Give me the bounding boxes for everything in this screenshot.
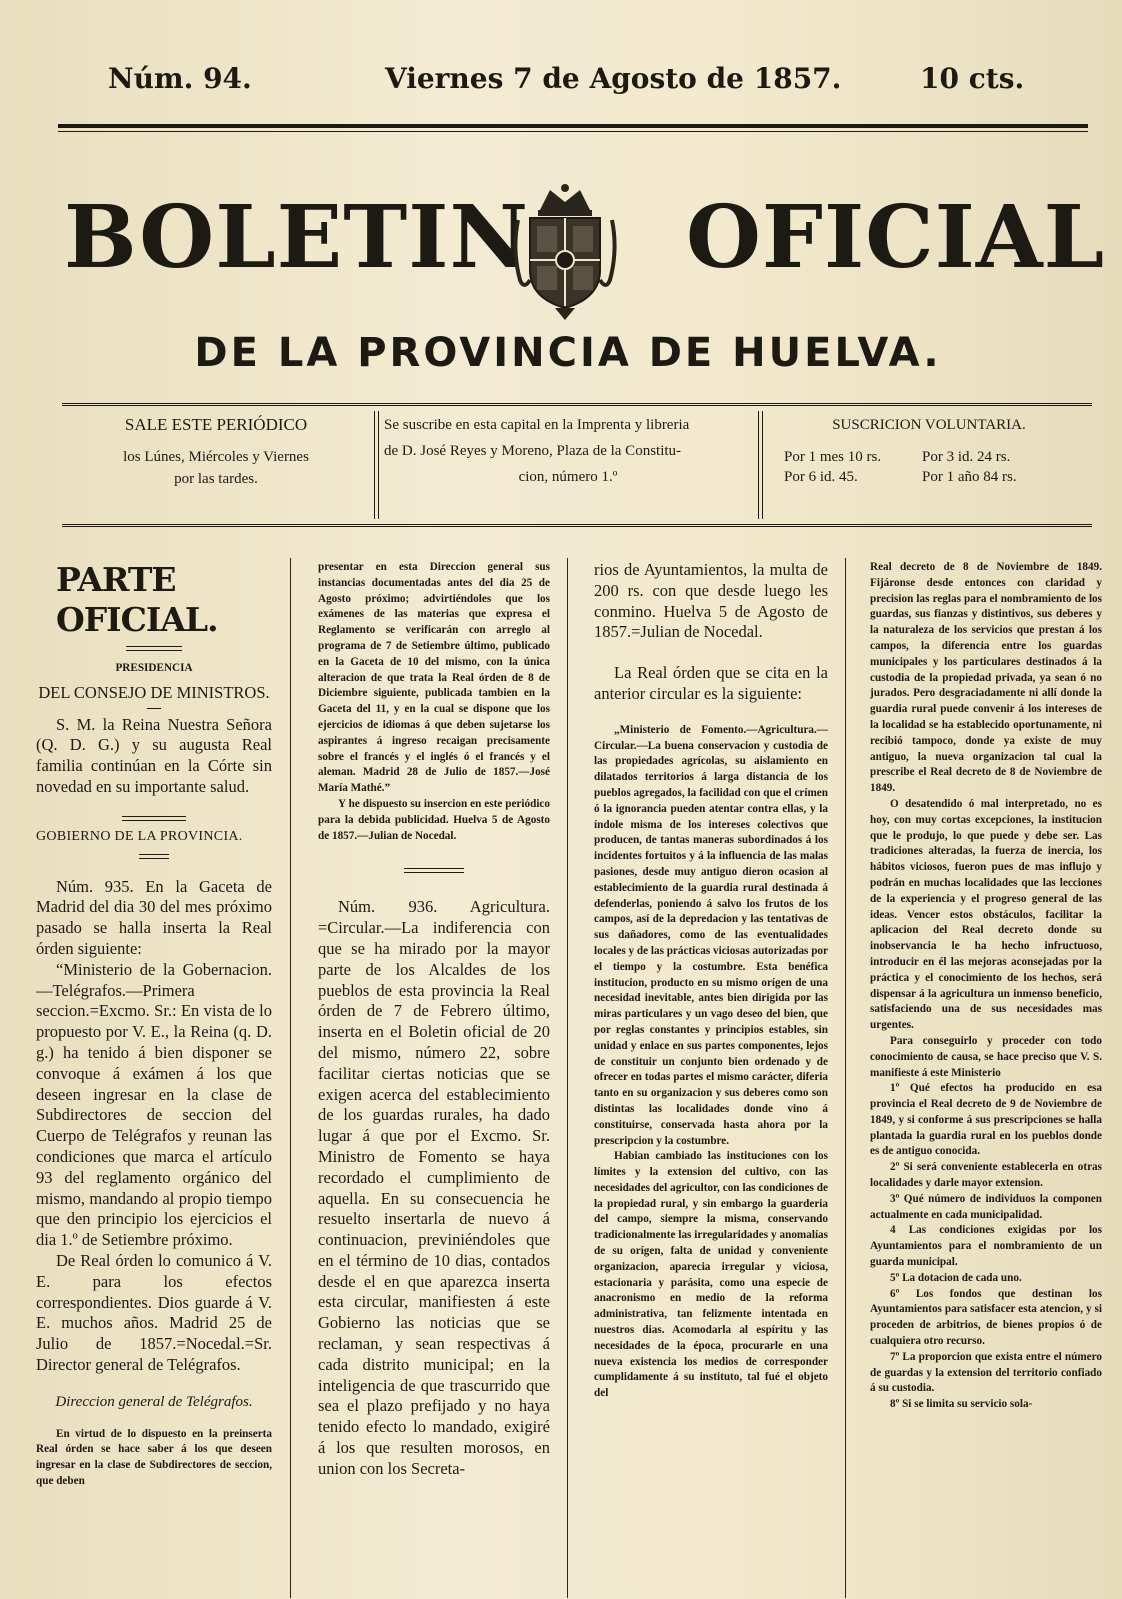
ornament-rule xyxy=(404,868,464,873)
info-col1-line1: los Lúnes, Miércoles y Viernes xyxy=(123,449,309,465)
info-col2-line2: de D. José Reyes y Moreno, Plaza de la Constitu- xyxy=(384,443,682,459)
paragraph-real-decreto: Real decreto de 8 de Noviembre de 1849. Fijáronse desde entonces con claridad y precision las reglas para el nombramiento de los guardas, sus fianzas y distintivos, sus deberes y la naturaleza de los servicios que prestan á los campos, la diferencia entre los guardas municipales y los particulares destinados á la custodia de la propiedad privada, ya sean ó no jurados. Pero desgraciadamente ni allí donde la guardia rural puede convenir á los intereses de la localidad se ha establecido oportunamente, ni recibió tampoco, donde ya existe de muy antiguo, la nueva organizacion tal cual la prescribe el Real decreto de 8 de Noviembre de 1849. xyxy=(870,561,1102,795)
ornament-rule xyxy=(122,816,186,821)
paragraph-insertion: Y he dispuesto su insercion en este periódico para la debida publicidad. Huelva 5 de Agosto de 1857.—Julian de Nocedal. xyxy=(318,797,550,842)
issue-number: Núm. 94. xyxy=(108,62,252,95)
info-box xyxy=(62,403,1092,527)
top-rule xyxy=(58,124,1088,128)
heading-presidencia: PRESIDENCIA xyxy=(115,662,193,674)
column-1 xyxy=(36,560,272,1490)
info-voluntary-subscription xyxy=(770,414,1088,514)
price-row: Por 1 año 84 rs. xyxy=(922,469,1017,485)
info-divider xyxy=(762,411,763,519)
question-item: 6º Los fondos que destinan los Ayuntamientos para satisfacer esta atencion, y si proceden de arbitrios, de bienes propios ó de cualquiera otro recurso. xyxy=(870,1287,1102,1348)
issue-price: 10 cts. xyxy=(920,62,1025,95)
paragraph-royal-order: “Ministerio de la Gobernacion.—Telégrafos.—Primera seccion.=Excmo. Sr.: En vista de lo propuesto por V. E., la Reina (q. D. g.) ha tenido á bien disponer se convoque á exámen á los que deseen ingresar en la clase de Subdirectores de seccion del Cuerpo de Telégrafos y reunan las condiciones que marca el artículo 93 del reglamento orgánico del mismo, mandando al propio tiempo que den principio los ejercicios el dia 1.º de Setiembre próximo. xyxy=(36,959,272,1250)
issue-date: Viernes 7 de Agosto de 1857. xyxy=(385,62,842,95)
info-col2-line1: Se suscribe en esta capital en la Imprenta y libreria xyxy=(384,417,690,433)
paragraph-936-agricultura: Núm. 936. Agricultura. =Circular.—La indiferencia con que se ha mirado por la mayor parte de los Alcaldes de los pueblos de esta provincia la Real órden de 7 de Febrero último, inserta en el Boletin oficial de 20 del mismo, número 22, sobre facilitar ciertas noticias que se exigen acerca del establecimiento de los guardas rurales, ha dado lugar á que por el Excmo. Sr. Ministro de Fomento se haya recordado el cumplimiento de aquella. En su consecuencia he resuelto insertarla de nuevo á continuacion, previniéndoles que en el término de 10 dias, contados desde el en que aparezca inserta esta circular, manifiesten á este Gobierno las noticias que se reclaman, y sean respectivas á cada distrito municipal; en la inteligencia de que trascurrido que sea el plazo prefijado y no haya tenido efecto lo mandado, exigiré á los que resulten morosos, en union con los Secreta- xyxy=(318,897,550,1478)
paragraph-multa: rios de Ayuntamientos, la multa de 200 rs. con que desde luego les conmino. Huelva 5 de Agosto de 1857.=Julian de Nocedal. xyxy=(594,560,828,642)
column-divider xyxy=(845,558,846,1598)
question-item: 7º La proporcion que exista entre el número de guardas y la extension del territorio confiado á su custodia. xyxy=(870,1350,1102,1395)
short-rule xyxy=(139,854,169,859)
question-item: 8º Si se limita su servicio sola- xyxy=(890,1398,1033,1411)
heading-direccion-telegrafos: Direccion general de Telégrafos. xyxy=(55,1393,253,1410)
title-right: OFICIAL xyxy=(686,187,1106,288)
paragraph-communication: De Real órden lo comunico á V. E. para los efectos correspondientes. Dios guarde á V. E. muchos años. Madrid 25 de Julio de 1857.=Nocedal.=Sr. Director general de Telégrafos. xyxy=(36,1250,272,1374)
info-col3-title: SUSCRICION VOLUNTARIA. xyxy=(832,417,1026,433)
info-subscription-place xyxy=(384,414,752,514)
column-3 xyxy=(594,560,828,1402)
column-divider xyxy=(567,558,568,1598)
info-col2-line3: cion, número 1.º xyxy=(518,469,618,485)
column-4 xyxy=(870,560,1102,1413)
question-item: 4 Las condiciones exigidas por los Ayuntamientos para el nombramiento de un guarda municipal. xyxy=(870,1224,1102,1269)
column-2 xyxy=(318,560,550,1480)
title-left: BOLETIN xyxy=(64,187,530,288)
info-publication-days xyxy=(66,414,366,514)
royal-crest-icon xyxy=(510,180,620,320)
ornament-rule xyxy=(126,646,182,651)
info-price-table xyxy=(770,446,1088,490)
paragraph-conseguirlo: Para conseguirlo y proceder con todo conocimiento de causa, se hace preciso que V. S. manifieste á este Ministerio xyxy=(870,1034,1102,1079)
masthead-top xyxy=(60,62,1090,102)
paragraph-telegrafos-notice: En virtud de lo dispuesto en la preinserta Real órden se hace saber á los que deseen ingresar en la clase de Subdirectores de seccion, que deben xyxy=(36,1427,272,1487)
short-rule xyxy=(147,708,161,709)
info-col1-line2: por las tardes. xyxy=(174,471,258,487)
paragraph-instituciones: Habian cambiado las instituciones con los límites y la extension del cultivo, con las necesidades del agricultor, con las condiciones de la propiedad rural, y sin embargo la guarderia del campo, siempre la misma, conservando tradicionalmente las irregularidades y anomalías de su orígen, falta de unidad y conveniente organizacion, aparecia irregular y viciosa, estacionaria y parásita, como una especie de anacronismo en medio de la reforma administrativa, tan felizmente intentada en nuestros dias. Acomodarla al espíritu y las necesidades de la época, procurarle en una nueva existencia los medios de corresponder cumplidamente á su instituto, tal fué el objeto del xyxy=(594,1150,828,1400)
paragraph-ministerio-fomento: „Ministerio de Fomento.—Agricultura.—Circular.—La buena conservacion y custodia de las propiedades agrícolas, su aislamiento en dilatados territorios á larga distancia de los pueblos agregados, la facilidad con que el crímen ó la ignorancia pueden atentar contra ellas, y la índole misma de los intereses colectivos que producen, de tantas maneras subordinados á los incidentes fortuitos y á la influencia de las malas pasiones, desde muy antiguo dieron ocasion al establecimiento de la guardia rural destinada á defenderlas, poniendo á salvo los frutos de los campos, así de la depredacion y las tentativas de sus dañadores, como de las eventualidades locales y de las prácticas viciosas autorizadas por el tiempo y la costumbre. Esta benéfica institucion, producto en su mismo orígen de una necesidad inevitable, antes bien dirigida por las miras particulares y un vago deseo del bien, que por reglas constantes y principios estables, sin unidad y enlace en sus partes componentes, lejos de constituir un conjunto bien ordenado y de ofrecer en todas partes el mismo carácter, diferia tanto en su organizacion y sus deberes como son distintas las localidades donde vino á constituirse, conservada hasta ahora por la prescripcion y la costumbre. xyxy=(594,723,828,1147)
question-item: 2º Si será conveniente establecerla en otras localidades y darle mayor extension. xyxy=(870,1161,1102,1190)
column-divider xyxy=(290,558,291,1598)
title-subtitle: DE LA PROVINCIA DE HUELVA. xyxy=(194,330,942,376)
paragraph-royal-health: S. M. la Reina Nuestra Señora (Q. D. G.) y su augusta Real familia continúan en la Córte sin novedad en su importante salud. xyxy=(36,714,272,796)
price-row: Por 3 id. 24 rs. xyxy=(922,449,1011,465)
price-row: Por 1 mes 10 rs. xyxy=(784,449,882,465)
info-divider xyxy=(378,411,379,519)
info-divider xyxy=(374,411,375,519)
info-divider xyxy=(758,411,759,519)
paragraph-exam-instructions: presentar en esta Direccion general sus instancias documentadas antes del dia 25 de Agosto próximo; advirtiéndoles que los exámenes de las materias que expresa el Reglamento se verificarán con arreglo al programa de 7 de Setiembre último, publicado en la Gaceta de 10 del mismo, con la única alteracion de que trata la Real órden de 8 de Diciembre siguiente, publicada tambien en la Gaceta del 11, y en la cual se dispone que los ejercicios de idiomas á que deben sujetarse los aspirantes á ingreso recaigan precisamente sobre el francés y el inglés ó el francés y el aleman. Madrid 28 de Julio de 1857.—José María Mathé.” xyxy=(318,561,550,795)
top-rule-thin xyxy=(58,131,1088,132)
paragraph-935: Núm. 935. En la Gaceta de Madrid del dia 30 del mes próximo pasado se halla inserta la Real órden siguiente: xyxy=(36,876,272,958)
heading-consejo-ministros: DEL CONSEJO DE MINISTROS. xyxy=(38,682,270,702)
question-item: 5º La dotacion de cada uno. xyxy=(890,1271,1022,1284)
info-col1-title: SALE ESTE PERIÓDICO xyxy=(124,415,308,434)
question-item: 1º Qué efectos ha producido en esa provincia el Real decreto de 9 de Noviembre de 1849, y si conforme á sus prescripciones se halla plantada la guardia rural en los pueblos donde es de antiguo conocida. xyxy=(870,1082,1102,1158)
section-heading-parte-oficial: PARTE OFICIAL. xyxy=(56,560,218,639)
question-item: 3º Qué número de individuos la componen actualmente en cada municipalidad. xyxy=(870,1192,1102,1221)
paragraph-real-orden-intro: La Real órden que se cita en la anterior circular es la siguiente: xyxy=(594,663,828,703)
price-row: Por 6 id. 45. xyxy=(784,469,858,485)
paragraph-desatendido: O desatendido ó mal interpretado, no es hoy, con muy cortas excepciones, la institucion que le produjo, lo que puede y debe ser. Las tradiciones alteradas, la fuerza de inercia, los hábitos viciosos, fueron pues de mas influjo y podrán en muchas localidades que las lecciones de la experiencia y el progreso general de las ideas. Vencer estos obstáculos, facilitar la aplicacion del Real decreto donde su inobservancia le ha hecho infructuoso, introducir en él las mejoras aconsejadas por la práctica y el conocimiento de los hechos, será dispensar á la agricultura un inmenso beneficio, satisfaciendo una de sus necesidades mas urgentes. xyxy=(870,797,1102,1032)
heading-gobierno-provincia: GOBIERNO DE LA PROVINCIA. xyxy=(36,828,243,844)
